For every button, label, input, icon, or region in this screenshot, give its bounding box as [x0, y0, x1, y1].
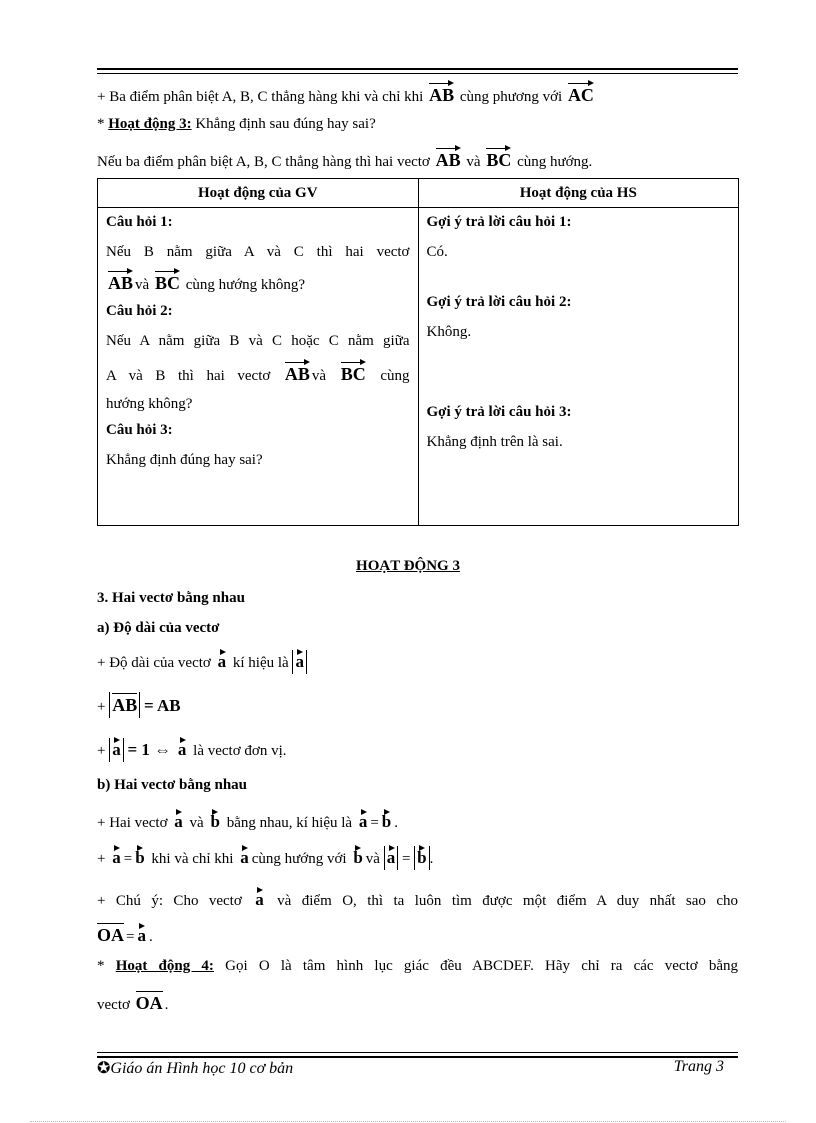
- vector-ab: AB: [436, 147, 461, 169]
- text: =: [126, 929, 135, 945]
- vector-b: b: [353, 848, 363, 867]
- text: bằng nhau, kí hiệu là: [226, 815, 353, 831]
- question-2-title: Câu hỏi 2:: [106, 303, 173, 319]
- hs-cell: [418, 208, 739, 526]
- vector-oa: OA: [136, 990, 163, 1012]
- text: + Độ dài của vectơ: [97, 655, 211, 671]
- header-rule-thin: [97, 73, 738, 74]
- text: + Hai vectơ: [97, 815, 168, 831]
- vector-bc: BC: [155, 270, 180, 292]
- equal-line-1: + Hai vectơ a và b bằng nhau, kí hiệu là a = b .: [97, 812, 399, 831]
- text: +: [97, 699, 106, 715]
- text: A và B thì hai vectơ: [106, 368, 271, 384]
- vector-bc: BC: [341, 361, 366, 383]
- text: và: [365, 851, 380, 867]
- sub-heading-b: b) Hai vectơ bằng nhau: [97, 777, 247, 793]
- abs-ab: [109, 692, 140, 718]
- page-number: Trang 3: [673, 1058, 724, 1075]
- vector-ab: AB: [285, 361, 310, 383]
- vector-ab: AB: [429, 82, 454, 104]
- text: cùng phương với: [459, 89, 563, 105]
- answer-3-title: Gợi ý trả lời câu hỏi 3:: [426, 404, 572, 420]
- question-1-vectors: [106, 270, 410, 295]
- gv-cell: [98, 208, 419, 526]
- vector-a: a: [295, 652, 304, 671]
- text: Khẳng định sau đúng hay sai?: [195, 116, 376, 132]
- equal-line-2: + a = b khi và chỉ khi a cùng hướng với b và a = b .: [97, 846, 738, 870]
- activity-table: [97, 178, 739, 526]
- text: +: [97, 743, 106, 759]
- activity-4-label: Hoạt động 4:: [115, 958, 214, 974]
- text: cùng: [380, 368, 410, 384]
- vector-b: b: [381, 812, 392, 831]
- activity-4-line: [97, 956, 738, 976]
- length-line-1: [97, 650, 738, 674]
- activity-4-line-2: [97, 990, 738, 1015]
- text: và: [135, 277, 150, 293]
- length-line-3: [97, 738, 738, 762]
- question-1-text: Nếu B nằm giữa A và C thì hai vectơ: [106, 244, 410, 260]
- text: là vectơ đơn vị.: [193, 743, 287, 759]
- length-line-2: [97, 692, 738, 718]
- answer-2-text: Không.: [426, 324, 472, 340]
- vector-a: a: [112, 740, 121, 759]
- question-line: [97, 147, 738, 172]
- answer-1-text: Có.: [426, 244, 448, 260]
- note-line-2: OA = a .: [97, 922, 738, 947]
- abs-a: [384, 846, 399, 870]
- text: =: [401, 851, 411, 867]
- vector-bc: BC: [486, 147, 511, 169]
- section-title: HOẠT ĐỘNG 3: [356, 558, 460, 574]
- question-3-title: Câu hỏi 3:: [106, 422, 173, 438]
- vector-a: a: [358, 812, 368, 831]
- bullet: *: [97, 958, 116, 974]
- text: =: [123, 851, 133, 867]
- text: cùng hướng.: [517, 154, 593, 170]
- page-edge: [30, 1121, 786, 1122]
- vector-oa: OA: [97, 922, 124, 944]
- text: + Chú ý: Cho vectơ: [97, 893, 242, 909]
- text: +: [97, 851, 106, 867]
- text: và: [311, 368, 327, 384]
- footer-title: Giáo án Hình học 10 cơ bản: [110, 1060, 294, 1077]
- vector-b: b: [417, 848, 427, 867]
- question-2-text: Nếu A nằm giữa B và C hoặc C nằm giữa: [106, 333, 410, 349]
- answer-2-title: Gợi ý trả lời câu hỏi 2:: [426, 294, 572, 310]
- answer-3-text: Khẳng định trên là sai.: [426, 434, 563, 450]
- header-rule: [97, 68, 738, 70]
- question-1-title: Câu hỏi 1:: [106, 214, 173, 230]
- footer-left: [97, 1058, 293, 1078]
- activity-3-line: [97, 114, 738, 134]
- abs-a: [292, 650, 307, 674]
- note-line-1: [97, 888, 738, 911]
- vector-b: b: [135, 848, 145, 867]
- vector-a: a: [255, 890, 264, 909]
- footer-rule-thin: [97, 1052, 738, 1053]
- heading-3: 3. Hai vectơ bằng nhau: [97, 590, 245, 606]
- text: =: [370, 815, 379, 831]
- text: cùng hướng với: [251, 851, 347, 867]
- text: = AB: [143, 696, 181, 715]
- intro-line-1: [97, 82, 738, 107]
- vector-a: a: [240, 848, 249, 867]
- abs-b: [414, 846, 429, 870]
- vector-ab: AB: [108, 270, 133, 292]
- sub-heading-a: a) Độ dài của vectơ: [97, 620, 220, 636]
- text: .: [164, 997, 169, 1013]
- text: cùng hướng không?: [185, 277, 306, 293]
- text: + Ba điểm phân biệt A, B, C thẳng hàng khi và chỉ khi: [97, 89, 424, 105]
- header-hs: Hoạt động của HS: [418, 179, 739, 208]
- text: kí hiệu là: [232, 655, 289, 671]
- text: và điểm O, thì ta luôn tìm được một điểm A duy nhất sao cho: [277, 893, 739, 909]
- question-3-text: Khẳng định đúng hay sai?: [106, 452, 263, 468]
- vector-a: a: [217, 652, 227, 671]
- text: Gọi O là tâm hình lục giác đều ABCDEF. Hãy chỉ ra các vectơ bằng: [225, 958, 739, 974]
- text: vectơ: [97, 997, 130, 1013]
- activity-3-label: Hoạt động 3:: [108, 116, 192, 132]
- vector-a: a: [137, 926, 146, 945]
- vector-ab: AB: [112, 692, 137, 714]
- text: = 1 ⇔: [127, 740, 172, 759]
- text: Nếu ba điểm phân biệt A, B, C thẳng hàng thì hai vectơ: [97, 154, 430, 170]
- vector-ac: AC: [568, 82, 594, 104]
- text: và: [189, 815, 204, 831]
- question-2-vectors: [106, 361, 410, 386]
- abs-a: [109, 738, 124, 762]
- header-gv: Hoạt động của GV: [98, 179, 419, 208]
- vector-a: a: [174, 812, 183, 831]
- question-2-text-end: hướng không?: [106, 396, 193, 412]
- vector-a: a: [112, 848, 121, 867]
- vector-b: b: [210, 812, 220, 831]
- text: khi và chỉ khi: [151, 851, 234, 867]
- bullet: *: [97, 116, 109, 132]
- answer-1-title: Gợi ý trả lời câu hỏi 1:: [426, 214, 572, 230]
- vector-a: a: [177, 740, 187, 759]
- text: và: [466, 154, 481, 170]
- vector-a: a: [386, 848, 396, 867]
- star-icon: ✪: [97, 1060, 111, 1077]
